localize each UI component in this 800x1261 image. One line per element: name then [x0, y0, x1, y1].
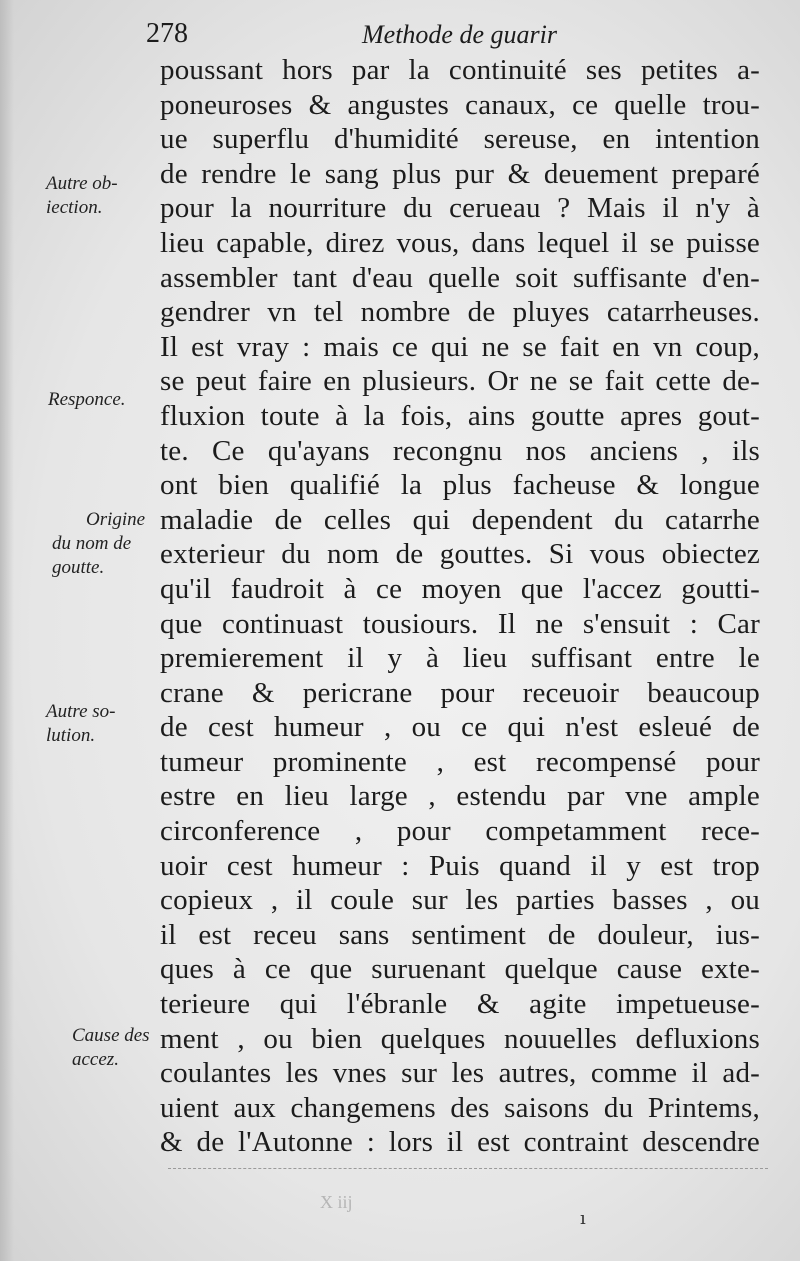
text-line: de rendre le sang plus pur & deuement preparé: [160, 157, 760, 190]
marginal-note-line: accez.: [72, 1049, 119, 1070]
marginal-note-cause: [72, 1024, 200, 1072]
marginal-note-line: Autre ob-: [46, 173, 118, 194]
text-line: coulantes les vnes sur les autres, comme il ad-: [160, 1057, 760, 1090]
text-line: Il est vray : mais ce qui ne se fait en vn coup,: [160, 330, 760, 363]
marginal-note-objection: [46, 172, 174, 220]
text-line: estre en lieu large , estendu par vne ample: [160, 780, 760, 813]
text-line: uoir cest humeur : Puis quand il y est trop: [160, 849, 760, 882]
bottom-rule: [168, 1168, 768, 1191]
text-line: de cest humeur , ou ce qui n'est esleué de: [160, 711, 760, 744]
ink-speck: ı: [580, 1208, 586, 1229]
text-line: circonference , pour competamment rece-: [160, 815, 760, 848]
text-line: assembler tant d'eau quelle soit suffisante d'en-: [160, 261, 760, 294]
marginal-note-line: Origine: [86, 509, 146, 530]
text-line: uient aux changemens des saisons du Printems,: [160, 1091, 760, 1124]
text-line: te. Ce qu'ayans recongnu nos anciens , ils: [160, 434, 760, 467]
text-line: lieu capable, direz vous, dans lequel il se puisse: [160, 226, 760, 259]
marginal-note-line: goutte.: [52, 557, 105, 578]
page-edge-shadow: [0, 0, 14, 1261]
text-line: poussant hors par la continuité ses petites a-: [160, 54, 760, 86]
marginal-note-origin: [52, 508, 180, 580]
marginal-note-response: [48, 388, 176, 412]
text-line: que continuast tousiours. Il ne s'ensuit : Car: [160, 607, 760, 640]
marginal-note-line: Cause des: [72, 1025, 150, 1046]
text-line: ques à ce que suruenant quelque cause exte-: [160, 953, 760, 986]
signature-mark: X iij: [320, 1192, 353, 1212]
text-line: exterieur du nom de gouttes. Si vous obiectez: [160, 538, 760, 571]
page-number: 278: [146, 18, 188, 49]
text-line: se peut faire en plusieurs. Or ne se fait cette de-: [160, 365, 760, 398]
text-line: crane & pericrane pour receuoir beaucoup: [160, 676, 760, 709]
running-title: Methode de guarir: [362, 20, 557, 49]
marginal-note-solution: [46, 700, 174, 748]
text-line: fluxion toute à la fois, ains goutte apres gout-: [160, 399, 760, 432]
text-line: ont bien qualifié la plus facheuse & longue: [160, 469, 760, 502]
marginal-note-line: Autre so-: [46, 701, 116, 722]
text-line: terieure qui l'ébranle & agite impetueuse-: [160, 988, 760, 1021]
text-line: maladie de celles qui dependent du catarrhe: [160, 503, 760, 536]
body-text: [160, 53, 760, 1160]
text-line: tumeur prominente , est recompensé pour: [160, 745, 760, 778]
text-line: premierement il y à lieu suffisant entre le: [160, 642, 760, 675]
text-line: & de l'Autonne : lors il est contraint descendre: [160, 1126, 760, 1159]
text-line: ment , ou bien quelques nouuelles defluxions: [160, 1022, 760, 1055]
text-line: poneuroses & angustes canaux, ce quelle trou-: [160, 88, 760, 121]
marginal-note-line: iection.: [46, 197, 103, 218]
text-line: pour la nourriture du cerueau ? Mais il n'y à: [160, 192, 760, 225]
text-line: copieux , il coule sur les parties basses , ou: [160, 884, 760, 917]
marginal-note-line: Responce.: [48, 389, 126, 410]
running-head: [140, 14, 760, 54]
text-line: ue superflu d'humidité sereuse, en intention: [160, 123, 760, 156]
text-line: il est receu sans sentiment de douleur, ius-: [160, 918, 760, 951]
marginal-note-line: lution.: [46, 725, 96, 746]
marginal-note-line: du nom de: [52, 533, 132, 554]
text-line: qu'il faudroit à ce moyen que l'accez goutti-: [160, 572, 760, 605]
text-line: gendrer vn tel nombre de pluyes catarrheuses.: [160, 296, 760, 329]
